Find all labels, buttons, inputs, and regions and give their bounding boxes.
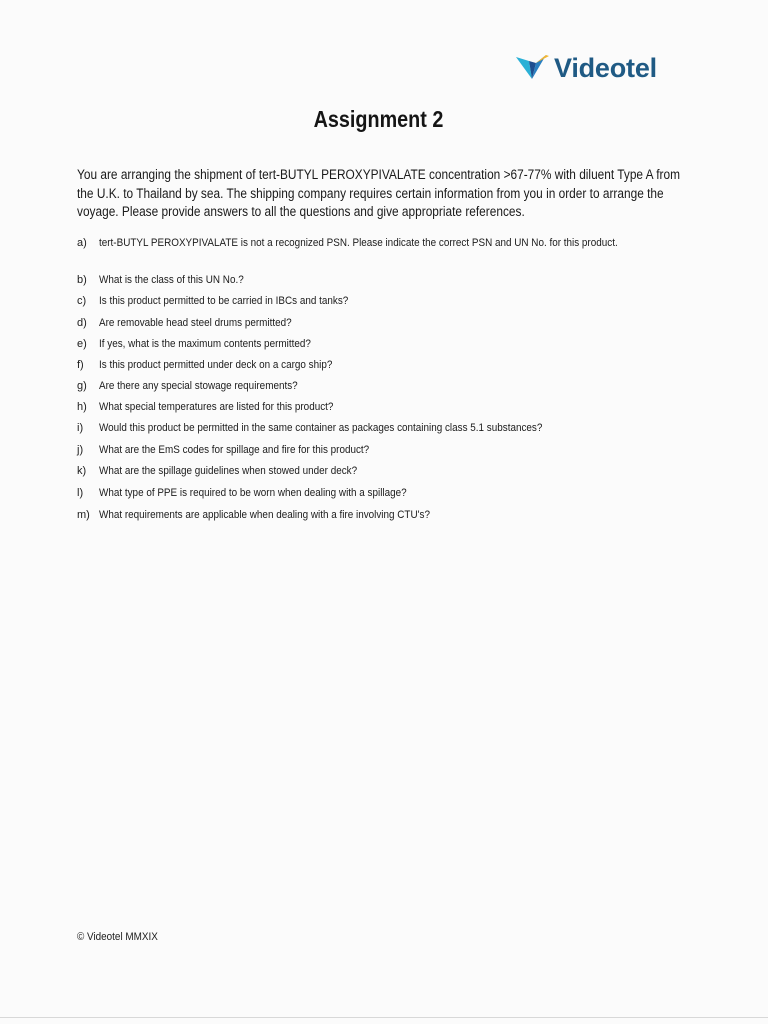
videotel-logo bbox=[516, 51, 657, 85]
question-letter: l) bbox=[77, 487, 84, 499]
question-text: What are the EmS codes for spillage and fire for this product? bbox=[99, 444, 370, 456]
question-text: What are the spillage guidelines when stowed under deck? bbox=[99, 465, 358, 477]
question-letter: e) bbox=[77, 338, 87, 350]
question-letter: b) bbox=[77, 274, 87, 286]
scan-edge-line bbox=[0, 1017, 768, 1018]
question-text: tert-BUTYL PEROXYPIVALATE is not a recognized PSN. Please indicate the correct PSN and UN No. for this product. bbox=[99, 237, 618, 249]
question-letter: c) bbox=[77, 295, 87, 307]
question-text: Would this product be permitted in the same container as packages containing class 5.1 substances? bbox=[99, 422, 543, 434]
intro-paragraph: You are arranging the shipment of tert-BUTYL PEROXYPIVALATE concentration >67-77% with diluent Type A from the U.K. to Thailand by sea. The shipping company requires certain information from you in order to arrange the voyage. Please provide answers to all the questions and give appropriate references. bbox=[77, 167, 681, 219]
videotel-bird-icon bbox=[516, 53, 550, 83]
question-letter: a) bbox=[77, 237, 87, 249]
question-letter: k) bbox=[77, 465, 87, 477]
question-text: What is the class of this UN No.? bbox=[99, 274, 244, 286]
question-text: What requirements are applicable when dealing with a fire involving CTU's? bbox=[99, 509, 430, 521]
copyright-footer: © Videotel MMXIX bbox=[77, 931, 158, 943]
question-text: What special temperatures are listed for this product? bbox=[99, 401, 334, 413]
question-text: Are there any special stowage requirements? bbox=[99, 380, 298, 392]
question-letter: j) bbox=[77, 444, 84, 456]
logo-text: Videotel bbox=[554, 52, 657, 83]
question-letter: f) bbox=[77, 359, 84, 371]
question-text: Is this product permitted to be carried in IBCs and tanks? bbox=[99, 295, 349, 307]
question-letter: i) bbox=[77, 422, 84, 434]
question-letter: g) bbox=[77, 380, 87, 392]
question-text: What type of PPE is required to be worn when dealing with a spillage? bbox=[99, 487, 407, 499]
question-text: If yes, what is the maximum contents permitted? bbox=[99, 338, 311, 350]
question-letter: h) bbox=[77, 401, 87, 413]
question-letter: d) bbox=[77, 317, 87, 329]
question-text: Is this product permitted under deck on a cargo ship? bbox=[99, 359, 333, 371]
question-text: Are removable head steel drums permitted? bbox=[99, 317, 292, 329]
question-letter: m) bbox=[77, 509, 90, 521]
page-title: Assignment 2 bbox=[313, 106, 444, 132]
